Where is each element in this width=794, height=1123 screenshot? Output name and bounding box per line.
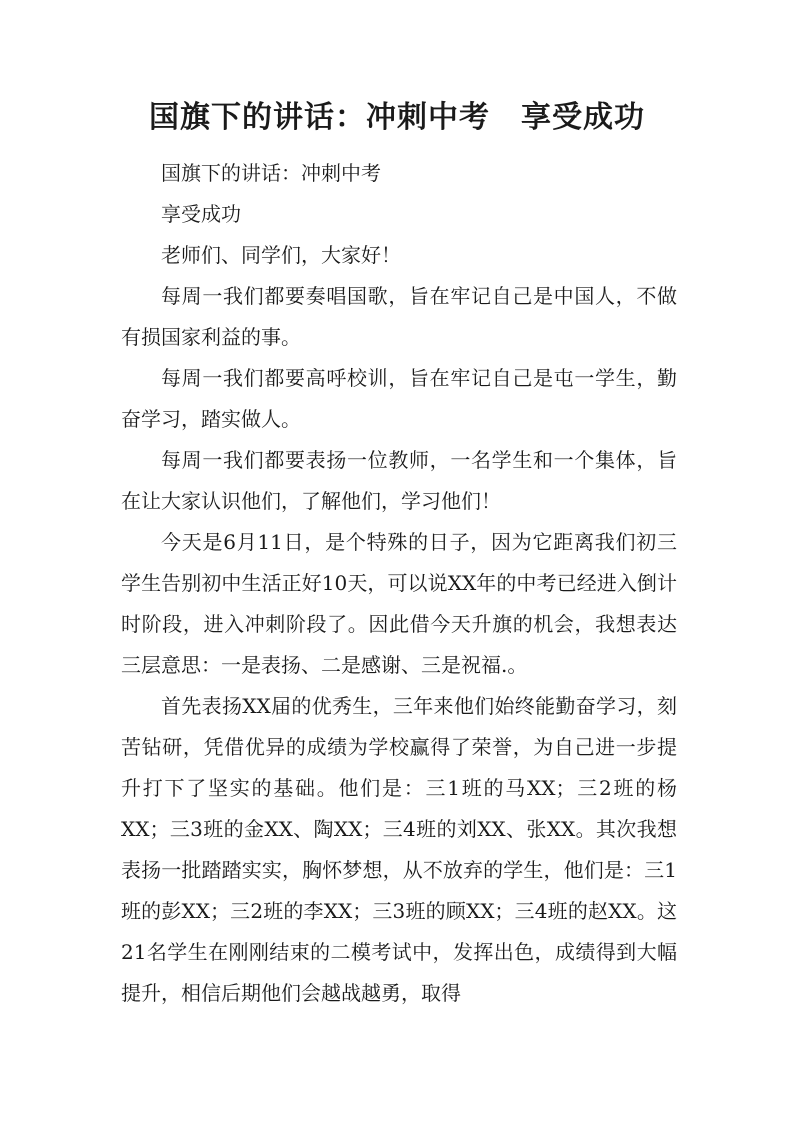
paragraph-students: 首先表扬XX届的优秀生，三年来他们始终能勤奋学习，刻苦钻研，凭借优异的成绩为学校赢得了荣誉，为自己进一步提升打下了坚实的基础。他们是：三1班的马XX；三2班的杨XX；三3班的金XX、陶XX；三4班的刘XX、张XX。其次我想表扬一批踏踏实实，胸怀梦想，从不放弃的学生，他们是：三1班的彭XX；三2班的李XX；三3班的顾XX；三4班的赵XX。这21名学生在刚刚结束的二模考试中，发挥出色，成绩得到大幅提升，相信后期他们会越战越勇，取得 <box>121 694 677 1005</box>
paragraph-subtitle-1: 国旗下的讲话：冲刺中考 <box>161 161 381 185</box>
document-title: 国旗下的讲话：冲刺中考 享受成功 <box>149 100 645 135</box>
document-body <box>121 153 677 1014</box>
paragraph-greeting: 老师们、同学们，大家好！ <box>161 243 401 267</box>
paragraph-motto: 每周一我们都要高呼校训，旨在牢记自己是屯一学生，勤奋学习，踏实做人。 <box>121 366 677 431</box>
paragraph-subtitle-2: 享受成功 <box>161 202 241 226</box>
paragraph-today: 今天是6月11日，是个特殊的日子，因为它距离我们初三学生告别初中生活正好10天，可以说XX年的中考已经进入倒计时阶段，进入冲刺阶段了。因此借今天升旗的机会，我想表达三层意思：一是表扬、二是感谢、三是祝福.。 <box>121 530 677 677</box>
paragraph-anthem: 每周一我们都要奏唱国歌，旨在牢记自己是中国人，不做有损国家利益的事。 <box>121 284 677 349</box>
paragraph-praise: 每周一我们都要表扬一位教师，一名学生和一个集体，旨在让大家认识他们，了解他们，学习他们！ <box>121 448 677 513</box>
